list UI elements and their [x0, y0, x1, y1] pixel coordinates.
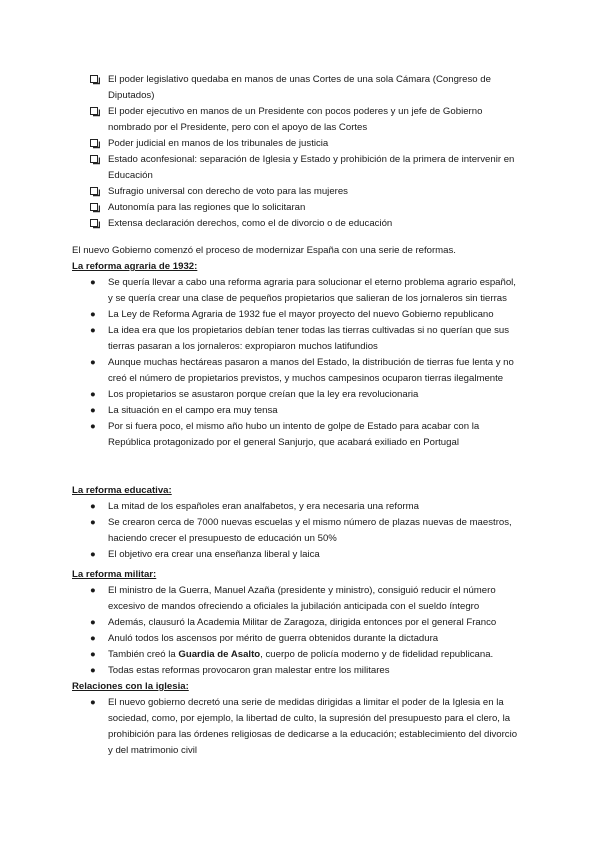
- section-heading: Relaciones con la iglesia:: [72, 681, 189, 692]
- list-item: ● Por si fuera poco, el mismo año hubo un intento de golpe de Estado para acabar con la República protagonizado por el general Sanjurjo, que acabará exiliado en Portugal: [90, 421, 480, 448]
- list-item: Extensa declaración derechos, como el de divorcio o de educación: [0, 216, 600, 232]
- list-item: ● La idea era que los propietarios debían tener todas las tierras cultivadas si no querían que sus tierras pasaran a los jornaleros: expropiaron muchos latifundios: [90, 325, 510, 352]
- list-item: Autonomía para las regiones que lo solicitaran: [0, 200, 600, 216]
- section-agraria: [0, 259, 600, 451]
- list-item: ● Aunque muchas hectáreas pasaron a manos del Estado, la distribución de tierras fue lenta y no creó el número de propietarios previstos, y muchos campesinos ocuparon tierras ilegalmente: [90, 357, 514, 384]
- list-item: ● Todas estas reformas provocaron gran malestar entre los militares: [0, 663, 600, 679]
- list-item: Estado aconfesional: separación de Iglesia y Estado y prohibición de la primera de intervenir en Educación: [0, 152, 600, 184]
- list-item: ● La mitad de los españoles eran analfabetos, y era necesaria una reforma: [0, 499, 600, 515]
- list-item: El poder ejecutivo en manos de un Presidente con pocos poderes y un jefe de Gobierno nombrado por el Presidente, pero con el apoyo de las Cortes: [0, 104, 600, 136]
- bullet-icon: ●: [90, 633, 96, 644]
- list-item: Sufragio universal con derecho de voto para las mujeres: [0, 184, 600, 200]
- checkbox-arrow-icon: [90, 219, 100, 229]
- section-heading: La reforma militar:: [72, 569, 157, 580]
- list-item: Poder judicial en manos de los tribunales de justicia: [0, 136, 600, 152]
- list-item: ● El ministro de la Guerra, Manuel Azaña (presidente y ministro), consiguió reducir el número excesivo de mandos ofreciendo a oficiales la jubilación anticipada con el sueldo íntegro: [90, 585, 496, 612]
- bullet-icon: ●: [90, 665, 96, 676]
- list-item: ● La situación en el campo era muy tensa: [0, 403, 600, 419]
- bullet-icon: ●: [90, 549, 96, 560]
- bullet-icon: ●: [90, 325, 96, 336]
- section-iglesia: [0, 679, 600, 759]
- list-item: ● También creó la Guardia de Asalto, cuerpo de policía moderno y de fidelidad republicana.: [0, 647, 600, 663]
- bullet-icon: ●: [90, 617, 96, 628]
- section-heading: La reforma agraria de 1932:: [72, 261, 198, 272]
- bullet-icon: ●: [90, 405, 96, 416]
- bullet-icon: ●: [90, 501, 96, 512]
- bullet-icon: ●: [90, 585, 96, 596]
- political-list: [0, 72, 600, 232]
- list-item: ● Además, clausuró la Academia Militar de Zaragoza, dirigida entonces por el general Franco: [0, 615, 600, 631]
- bullet-icon: ●: [90, 357, 96, 368]
- list-item: ● El nuevo gobierno decretó una serie de medidas dirigidas a limitar el poder de la Iglesia en la sociedad, como, por ejemplo, la libertad de culto, la supresión del presupuesto para el clero, la prohibición para las órdenes religiosas de dedicarse a la educación; establecimiento del divorcio y del matrimonio civil: [90, 697, 518, 756]
- bullet-icon: ●: [90, 277, 96, 288]
- checkbox-arrow-icon: [90, 187, 100, 197]
- list-item: ● Los propietarios se asustaron porque creían que la ley era revolucionaria: [0, 387, 600, 403]
- guardia-de-asalto: Guardia de Asalto: [178, 649, 261, 660]
- bullet-icon: ●: [90, 421, 96, 432]
- bullet-icon: ●: [90, 389, 96, 400]
- section-educativa: [0, 483, 600, 563]
- list-item: ● La Ley de Reforma Agraria de 1932 fue el mayor proyecto del nuevo Gobierno republicano: [0, 307, 600, 323]
- section-heading: La reforma educativa:: [72, 485, 172, 496]
- checkbox-arrow-icon: [90, 107, 100, 117]
- bullet-icon: ●: [90, 309, 96, 320]
- list-item: ● El objetivo era crear una enseñanza liberal y laica: [0, 547, 600, 563]
- bullet-icon: ●: [90, 649, 96, 660]
- checkbox-arrow-icon: [90, 139, 100, 149]
- bullet-icon: ●: [90, 697, 96, 708]
- checkbox-arrow-icon: [90, 155, 100, 165]
- bullet-icon: ●: [90, 517, 96, 528]
- section-militar: [0, 567, 600, 679]
- checkbox-arrow-icon: [90, 75, 100, 85]
- list-item: ● Se crearon cerca de 7000 nuevas escuelas y el mismo número de plazas nuevas de maestros, haciendo crecer el presupuesto de educación un 50%: [90, 517, 512, 544]
- list-item: El poder legislativo quedaba en manos de unas Cortes de una sola Cámara (Congreso de Diputados): [0, 72, 600, 104]
- intro-paragraph: El nuevo Gobierno comenzó el proceso de modernizar España con una serie de reformas.: [72, 245, 456, 256]
- list-item: ● Se quería llevar a cabo una reforma agraria para solucionar el eterno problema agrario español, y se quería crear una clase de pequeños propietarios que salieran de los jornaleros sin tierras: [90, 277, 516, 304]
- checkbox-arrow-icon: [90, 203, 100, 213]
- list-item: ● Anuló todos los ascensos por mérito de guerra obtenidos durante la dictadura: [0, 631, 600, 647]
